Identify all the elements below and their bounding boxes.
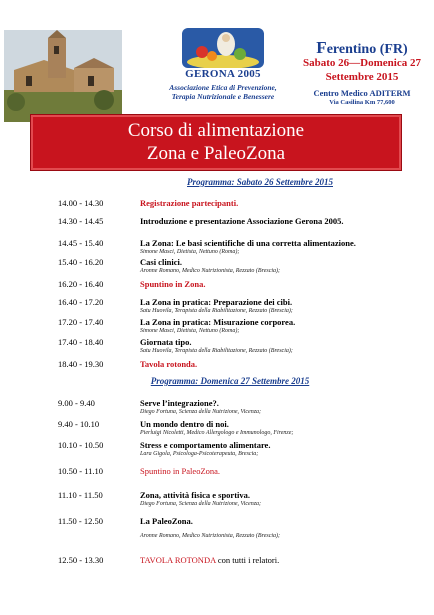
time-slot: 11.50 - 12.50 [58, 516, 104, 526]
event-dates [292, 56, 432, 84]
venue-address: Via Casilina Km 77,600 [329, 99, 395, 106]
time-slot: 18.40 - 19.30 [58, 359, 104, 369]
time-slot: 14.45 - 15.40 [58, 238, 104, 248]
time-slot: 16.40 - 17.20 [58, 297, 104, 307]
city-initial: F [316, 38, 327, 57]
session-title: La Zona: Le basi scientifiche di una corretta alimentazione. [140, 238, 356, 248]
session-title: Serve l’integrazione?. [140, 398, 219, 408]
session-title: Tavola rotonda. [140, 359, 198, 369]
gerona-logo [182, 28, 264, 68]
city-name: erentino (FR) [326, 42, 408, 57]
time-slot: 17.40 - 18.40 [58, 337, 104, 347]
org-name: GERONA 2005 [185, 68, 261, 80]
course-title-banner [30, 114, 402, 171]
day1-heading: Programma: Sabato 26 Settembre 2015 [187, 177, 333, 187]
time-slot: 10.10 - 10.50 [58, 440, 104, 450]
time-slot: 9.40 - 10.10 [58, 419, 100, 429]
time-slot: 17.20 - 17.40 [58, 317, 104, 327]
session-title: Un mondo dentro di noi. [140, 419, 229, 429]
speaker: Simone Masci, Dietista, Nettuno (Roma); [140, 249, 240, 255]
course-title-line-1: Corso di alimentazione [127, 120, 305, 141]
session-title: Registrazione partecipanti. [140, 198, 239, 208]
session-title: Casi clinici. [140, 257, 183, 267]
speaker: Aronne Romano, Medico Nutrizionista, Rezzato (Brescia); [140, 268, 281, 274]
speaker: Diego Fortuna, Scienza della Nutrizione, Vicenza; [140, 501, 262, 507]
event-venue [292, 88, 432, 108]
speaker: Lara Gigola, Psicologa-Psicoterapeuta, Brescia; [140, 451, 259, 457]
session-title: La Zona in pratica: Misurazione corporea. [140, 317, 296, 327]
speaker: Diego Fortuna, Scienza della Nutrizione, Vicenza; [140, 409, 262, 415]
course-title-line-2: Zona e PaleoZona [146, 143, 286, 164]
speaker: Satu Huovila, Terapista della Riabilitazione, Rezzato (Brescia); [140, 348, 293, 354]
event-city [292, 38, 432, 58]
session-title: La Zona in pratica: Preparazione dei cibi. [140, 297, 293, 307]
time-slot: 14.00 - 14.30 [58, 198, 104, 208]
speaker: Simone Masci, Dietista, Nettuno (Roma); [140, 328, 240, 334]
time-slot: 11.10 - 11.50 [58, 490, 103, 500]
session-title: Spuntino in Zona. [140, 279, 206, 289]
event-dates-line-2: Settembre 2015 [325, 71, 399, 83]
speaker: Pierluigi Nicoletti, Medico Allergologo e Immunologo, Firenze; [140, 430, 294, 436]
session-title [140, 555, 279, 565]
day2-heading: Programma: Domenica 27 Settembre 2015 [150, 376, 310, 386]
time-slot: 10.50 - 11.10 [58, 466, 104, 476]
org-description-line-1: Associazione Etica di Prevenzione, [169, 83, 277, 92]
time-slot: 12.50 - 13.30 [58, 555, 104, 565]
venue-name: Centro Medico ADITERM [313, 88, 411, 98]
org-description-line-2: Terapia Nutrizionale e Benessere [171, 92, 275, 101]
session-title: La PaleoZona. [140, 516, 193, 526]
church-photo [4, 30, 122, 122]
time-slot: 14.30 - 14.45 [58, 216, 104, 226]
time-slot: 9.00 - 9.40 [58, 398, 95, 408]
speaker: Satu Huovila, Terapista della Riabilitazione, Rezzato (Brescia); [140, 308, 293, 314]
session-title: Stress e comportamento alimentare. [140, 440, 271, 450]
time-slot: 16.20 - 16.40 [58, 279, 104, 289]
session-title: Zona, attività fisica e sportiva. [140, 490, 251, 500]
session-title: Giornata tipo. [140, 337, 192, 347]
session-title-main: TAVOLA ROTONDA [140, 555, 216, 565]
time-slot: 15.40 - 16.20 [58, 257, 104, 267]
session-title: Spuntino in PaleoZona. [140, 466, 221, 476]
session-title: Introduzione e presentazione Associazione Gerona 2005. [140, 216, 344, 226]
session-title-tail: con tutti i relatori. [215, 555, 280, 565]
event-dates-line-1: Sabato 26—Domenica 27 [303, 57, 421, 69]
speaker: Aronne Romano, Medico Nutrizionista, Rezzato (Brescia); [140, 533, 281, 539]
org-description [150, 83, 296, 101]
